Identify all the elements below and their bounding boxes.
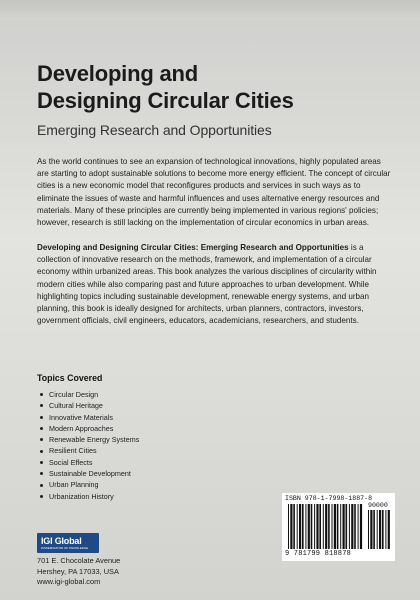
- book-title-line1: Developing and: [37, 61, 198, 86]
- bullet-icon: [40, 484, 43, 487]
- barcode-bar: [290, 504, 292, 549]
- address-line-2: Hershey, PA 17033, USA: [37, 566, 119, 576]
- publisher-logo: [37, 533, 99, 553]
- barcode-bar: [334, 504, 336, 549]
- topic-item: [40, 457, 139, 468]
- barcode-bar: [368, 510, 369, 549]
- barcode-bar: [302, 504, 304, 549]
- topic-item: [40, 400, 139, 411]
- bullet-icon: [40, 404, 43, 407]
- topic-item: [40, 423, 139, 434]
- barcode-bar: [385, 510, 386, 549]
- barcode-bar: [319, 504, 321, 549]
- topic-label: Social Effects: [49, 457, 93, 467]
- barcode-bar: [373, 510, 375, 549]
- barcode-bars: [288, 504, 364, 549]
- book-title-inline: Developing and Designing Circular Cities: Emerging Research and Opportunities: [37, 243, 349, 252]
- description-paragraph-2: [37, 242, 392, 327]
- publisher-website: www.igi-global.com: [37, 577, 101, 586]
- topic-label: Cultural Heritage: [49, 401, 103, 411]
- publisher-logo-tagline: DISSEMINATOR OF KNOWLEDGE: [41, 545, 89, 550]
- barcode-bar: [297, 504, 298, 549]
- publisher-logo-text: IGI Global: [41, 535, 82, 546]
- book-title: [37, 60, 397, 114]
- barcode-bar: [343, 504, 345, 549]
- address-line-1: 701 E. Chocolate Avenue: [37, 556, 121, 565]
- topic-item: [40, 434, 139, 445]
- topic-label: Renewable Energy Systems: [49, 435, 140, 445]
- barcode-digits: 9 781799 818878: [285, 550, 352, 558]
- barcode-bar: [323, 504, 324, 549]
- description-paragraph-2-body: is a collection of innovative research on the methods, framework, and implementation of a circular economy within urbanized areas. This book analyzes the various disciplines of circularity within modern cities while also comparing past and future approaches to urban development. While highlighting topics including sustainable development, renewable energy systems, and urban planning, this book is ideally designed for architects, urban planners, contractors, investors, government officials, civil engineers, educators, academicians, researchers, and students.: [37, 243, 377, 326]
- bullet-icon: [40, 416, 43, 419]
- bullet-icon: [40, 461, 43, 464]
- barcode-bar: [293, 504, 295, 549]
- price-code: 90000: [368, 502, 388, 509]
- topic-label: Resilient Cities: [49, 446, 97, 456]
- isbn-label: ISBN 978-1-7998-1887-8: [285, 495, 373, 502]
- barcode-addon-bars: [368, 510, 392, 549]
- book-title-line2: Designing Circular Cities: [37, 88, 294, 113]
- bullet-icon: [40, 472, 43, 475]
- topic-item: [40, 491, 139, 502]
- description-paragraph-1: As the world continues to see an expansion of technological innovations, highly populated areas are starting to adopt sustainable solutions to become more energy efficient. The concept of circular cities is a new economic model that reconfigures products and services in such ways as to eliminate the issues of waste and harmful influences and uses alternative energy resources and materials. Many of these principles are currently being implemented in various regions' policies; however, research is still lacking on the implementation of circular economics in urban areas.: [37, 157, 391, 228]
- barcode-bar: [377, 510, 378, 549]
- book-subtitle: Emerging Research and Opportunities: [37, 122, 272, 138]
- barcode-bar: [299, 504, 301, 549]
- barcode-bar: [358, 504, 359, 549]
- bullet-icon: [40, 427, 43, 430]
- topic-item: [40, 389, 139, 400]
- bullet-icon: [40, 450, 43, 453]
- topic-label: Sustainable Development: [49, 469, 131, 479]
- publisher-address: [37, 556, 120, 588]
- barcode-bar: [311, 504, 313, 549]
- barcode-bar: [308, 504, 310, 549]
- barcode-bar: [314, 504, 315, 549]
- barcode-bar: [325, 504, 327, 549]
- topic-item: [40, 468, 139, 479]
- topic-item: [40, 412, 139, 423]
- barcode-bar: [349, 504, 350, 549]
- topics-heading: Topics Covered: [37, 373, 103, 383]
- barcode-bar: [360, 504, 362, 549]
- barcode-bar: [305, 504, 306, 549]
- topic-label: Modern Approaches: [49, 423, 114, 433]
- barcode-bar: [288, 504, 289, 549]
- barcode-bar: [354, 504, 356, 549]
- barcode-bar: [340, 504, 341, 549]
- barcode-bar: [328, 504, 330, 549]
- bullet-icon: [40, 495, 43, 498]
- barcode-bar: [332, 504, 333, 549]
- topic-label: Innovative Materials: [49, 412, 113, 422]
- barcode-bar: [370, 510, 372, 549]
- barcode-bar: [337, 504, 339, 549]
- bullet-icon: [40, 393, 43, 396]
- barcode-bar: [382, 510, 384, 549]
- barcode-bar: [351, 504, 353, 549]
- top-band: [0, 0, 420, 20]
- topic-label: Urban Planning: [49, 480, 99, 490]
- topics-list: [40, 389, 139, 502]
- bullet-icon: [40, 438, 43, 441]
- barcode-bar: [379, 510, 381, 549]
- barcode-bar: [316, 504, 318, 549]
- topic-item: [40, 479, 139, 490]
- topic-label: Circular Design: [49, 390, 99, 399]
- barcode-bar: [346, 504, 348, 549]
- barcode-bar: [388, 510, 390, 549]
- isbn-barcode: [282, 493, 395, 561]
- topic-item: [40, 445, 139, 456]
- topic-label: Urbanization History: [49, 491, 114, 501]
